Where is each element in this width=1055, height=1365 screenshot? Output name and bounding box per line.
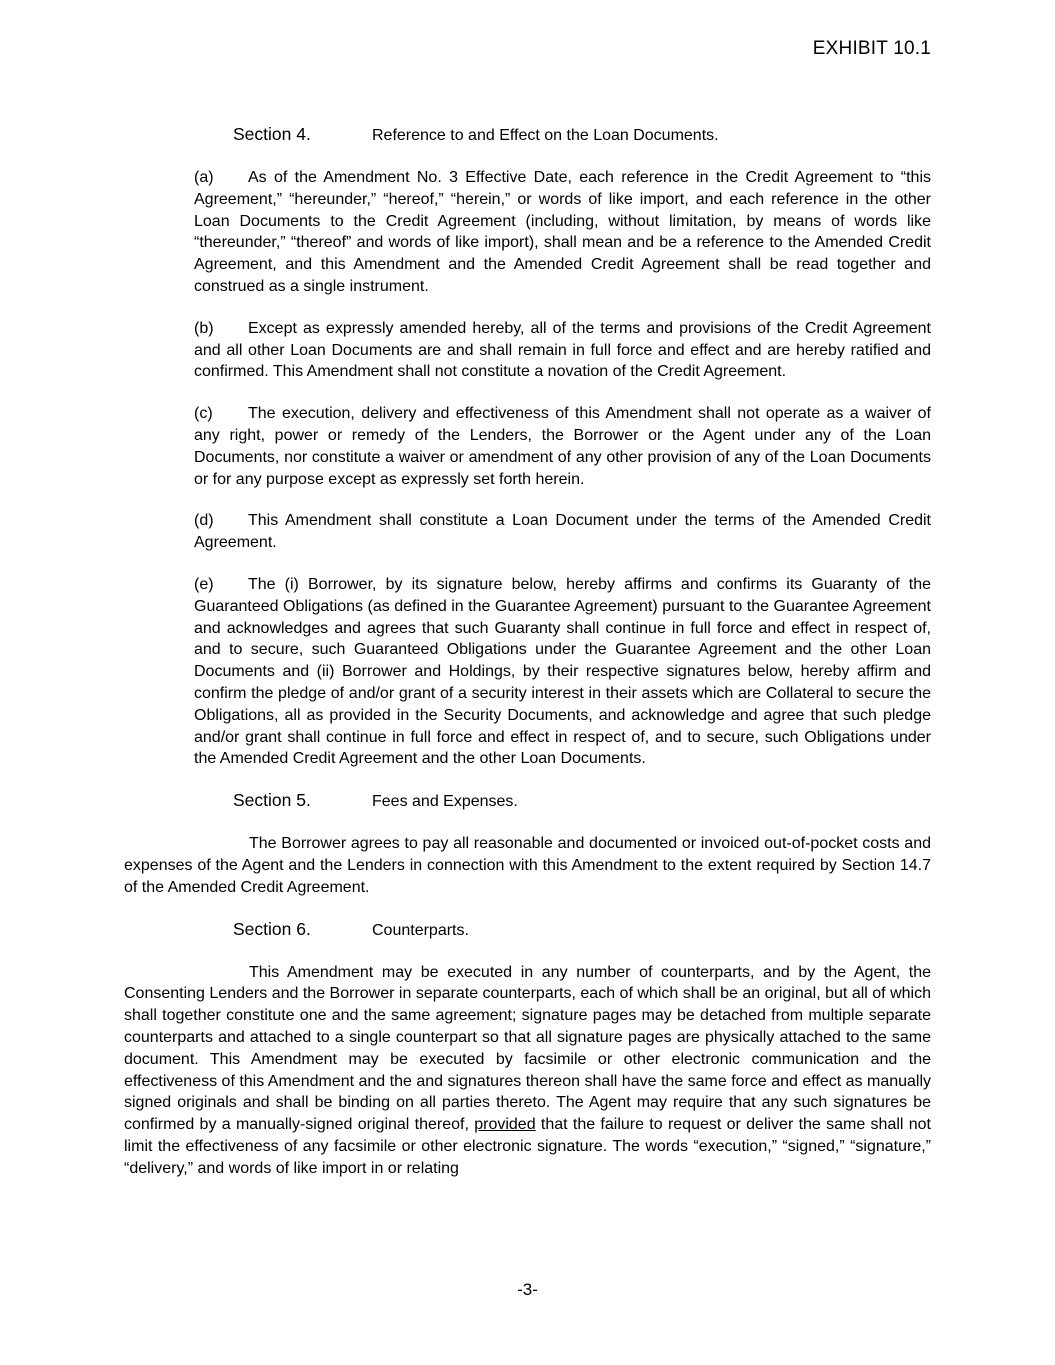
section-6-number: Section 6.	[233, 918, 311, 939]
section-6-paragraph	[124, 962, 931, 1180]
section-4-subsection-c	[194, 403, 931, 490]
section-4-number: Section 4.	[233, 124, 311, 144]
exhibit-label: EXHIBIT 10.1	[812, 38, 931, 59]
subsection-text: The (i) Borrower, by its signature below, hereby affirms and confirms its Guaranty of the Guaranteed Obligations (as defined in the Guarantee Agreement) pursuant to the Guarantee Agreement and acknowledges and agrees that such Guaranty shall continue in full force and effect in respect of, and to secure, such Guaranteed Obligations under the Guarantee Agreement and the other Loan Documents and (ii) Borrower and Holdings, by their respective signatures below, hereby affirm and confirm the pledge of and/or grant of a security interest in their assets which are Collateral to secure the Obligations, all as provided in the Security Documents, and acknowledge and agree that such pledge and/or grant shall continue in full force and effect in respect of, and to secure, such Obligations under the Amended Credit Agreement and the other Loan Documents.	[194, 575, 931, 768]
subsection-label: (a)	[194, 169, 214, 186]
section-4-subsection-d	[194, 510, 931, 554]
section-4-subsection-b	[194, 318, 931, 383]
subsection-label: (e)	[194, 575, 214, 593]
subsection-text: As of the Amendment No. 3 Effective Date, each reference in the Credit Agreement to “this Agreement,” “hereunder,” “hereof,” “herein,” or words of like import, and each reference in the other Loan Documents to the Credit Agreement (including, without limitation, by means of words like “thereunder,” “thereof” and words of like import), shall mean and be a reference to the Amended Credit Agreement, and this Amendment and the Amended Credit Agreement shall be read together and construed as a single instrument.	[194, 169, 931, 295]
subsection-text: The execution, delivery and effectiveness of this Amendment shall not operate as a waiver of any right, power or remedy of the Lenders, the Borrower or the Agent under any of the Loan Documents, nor constitute a waiver or amendment of any other provision of any of the Loan Documents or for any purpose except as expressly set forth herein.	[194, 405, 931, 488]
section-5-heading	[233, 790, 931, 816]
section-6-text-after: that the failure to request or deliver the same shall not limit the effectiveness of any facsimile or other electronic signature. The words “execution,” “signed,” “signature,” “delivery,” and words of like import in or relating	[124, 1116, 931, 1177]
section-6-text-before: This Amendment may be executed in any number of counterparts, and by the Agent, the Consenting Lenders and the Borrower in separate counterparts, each of which shall be an original, but all of which shall together constitute one and the same agreement; signature pages may be detached from multiple separate counterparts and attached to a single counterpart so that all signature pages are physically attached to the same document. This Amendment may be executed by facsimile or other electronic communication and the effectiveness of this Amendment and the and signatures thereon shall have the same force and effect as manually signed originals and shall be binding on all parties thereto. The Agent may require that any such signatures be confirmed by a manually-signed original thereof,	[124, 963, 932, 1134]
subsection-label: (c)	[194, 405, 213, 423]
section-5-paragraph: The Borrower agrees to pay all reasonable and documented or invoiced out-of-pocket costs and expenses of the Agent and the Lenders in connection with this Amendment to the extent required by Section 14.7 of the Amended Credit Agreement.	[124, 835, 931, 896]
provided-emphasis: provided	[474, 1116, 536, 1134]
subsection-label: (d)	[194, 512, 214, 530]
section-4-subsection-a	[194, 167, 931, 298]
document-body	[124, 124, 931, 1199]
section-5-number: Section 5.	[233, 790, 311, 811]
subsection-label: (b)	[194, 319, 214, 337]
section-4-subsection-e	[194, 574, 931, 770]
section-4-title: Reference to and Effect on the Loan Documents.	[372, 127, 719, 144]
section-6-title: Counterparts.	[372, 921, 469, 939]
page-number: -3-	[517, 1280, 538, 1299]
subsection-text: Except as expressly amended hereby, all of the terms and provisions of the Credit Agreement and all other Loan Documents are and shall remain in full force and effect and are hereby ratified and confirmed. This Amendment shall not constitute a novation of the Credit Agreement.	[194, 319, 931, 381]
section-6-heading	[233, 919, 931, 945]
section-4-heading	[233, 124, 931, 150]
section-5-title: Fees and Expenses.	[372, 793, 518, 811]
subsection-text: This Amendment shall constitute a Loan Document under the terms of the Amended Credit Agreement.	[194, 512, 931, 552]
